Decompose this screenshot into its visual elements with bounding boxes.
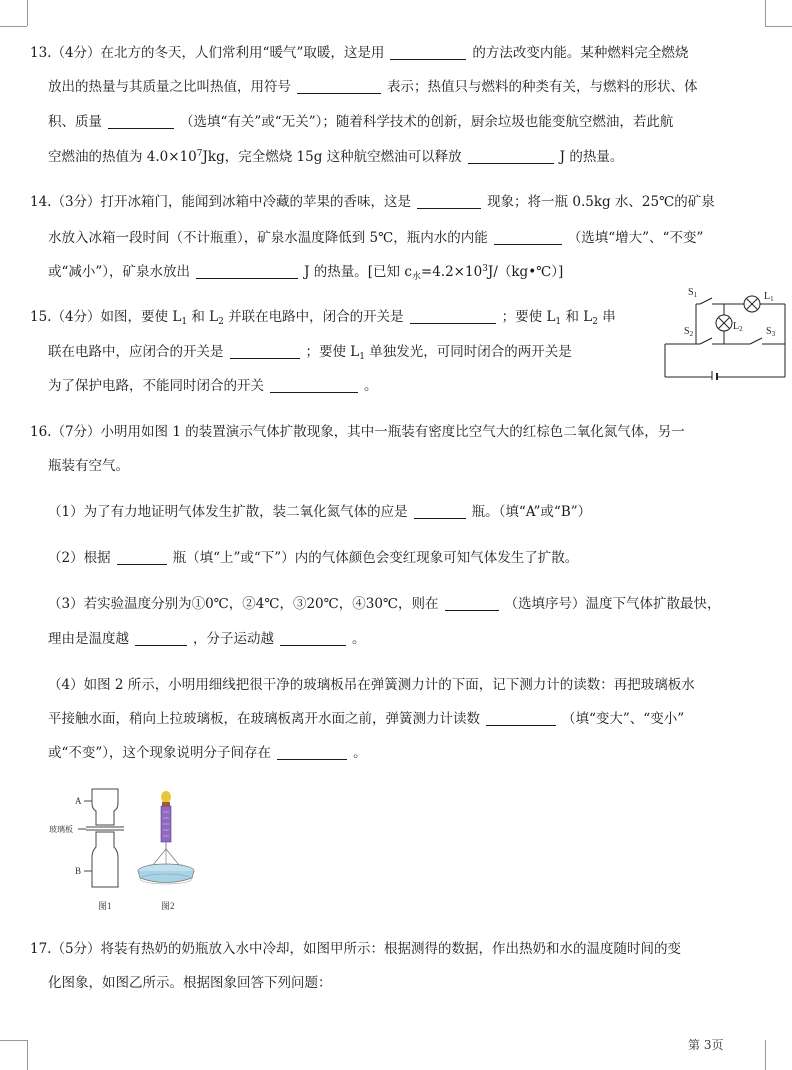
switch-s3	[750, 338, 762, 344]
answer-blank[interactable]	[390, 45, 466, 60]
crop-mark	[765, 1040, 766, 1070]
answer-blank[interactable]	[270, 378, 358, 393]
answer-blank[interactable]	[280, 631, 346, 646]
question-text-line: 水放入冰箱一段时间（不计瓶重），矿泉水温度降低到 5℃，瓶内水的内能 （选填“增大”、“不变”	[48, 230, 704, 246]
sub-question-3: （3）若实验温度分别为①0℃，②4℃，③20℃，④30℃，则在 （选填序号）温度下气体扩散最快，	[48, 596, 721, 612]
question-text-line: 15.（4分）如图，要使 $L_1$ 和 $L_2$ 并联在电路中，闭合的开关是 ；要使 $L_1$ 和 $L_2$ 串	[30, 309, 616, 327]
answer-blank[interactable]	[117, 550, 167, 565]
label-bottle-a: A	[75, 796, 82, 806]
answer-blank[interactable]	[108, 114, 174, 129]
label-bottle-b: B	[75, 866, 82, 876]
answer-blank[interactable]	[414, 504, 466, 519]
caption-figure-1: 图1	[98, 901, 112, 911]
question-text-line: 空燃油的热值为 $4.0\times 10^7Jkg$，完全燃烧 15g 这种航空燃油可以释放 J 的热量。	[48, 149, 624, 165]
answer-blank[interactable]	[135, 631, 187, 646]
label-l1: $L_1$	[764, 291, 774, 303]
page-number: 第 3页	[688, 1038, 724, 1052]
label-glass-plate: 玻璃板	[49, 825, 73, 834]
answer-blank[interactable]	[445, 596, 499, 611]
crop-mark	[765, 26, 792, 27]
question-text-line: 17.（5分）将装有热奶的奶瓶放入水中冷却，如图甲所示：根据测得的数据，作出热奶和水的温度随时间的变	[30, 941, 682, 957]
label-s2: $S_2$	[684, 326, 694, 338]
figure-1-bottles	[78, 789, 124, 887]
answer-blank[interactable]	[417, 194, 481, 209]
crop-mark	[27, 0, 28, 26]
question-text-line: 为了保护电路，不能同时闭合的开关 。	[48, 378, 378, 394]
circuit-diagram	[660, 282, 790, 380]
question-text-line: 积、质量 （选填“有关”或“无关”）；随着科学技术的创新，厨余垃圾也能变航空燃油，若此航	[48, 114, 674, 130]
crop-mark	[27, 1040, 28, 1070]
question-text-line: 化图象，如图乙所示。根据图象回答下列问题：	[48, 975, 332, 991]
answer-blank[interactable]	[196, 264, 298, 279]
sub-question-4-cont: 平接触水面，稍向上拉玻璃板，在玻璃板离开水面之前，弹簧测力计读数 （填“变大”、“变小”	[48, 711, 685, 727]
answer-blank[interactable]	[230, 344, 300, 359]
answer-blank[interactable]	[410, 309, 496, 324]
sub-question-2: （2）根据 瓶（填“上”或“下”）内的气体颜色会变红现象可知气体发生了扩散。	[48, 550, 579, 566]
label-l2: $L_2$	[733, 321, 743, 333]
diffusion-figure	[48, 785, 198, 920]
label-s3: $S_3$	[766, 326, 776, 338]
question-text-line: 14.（3分）打开冰箱门，能闻到冰箱中冷藏的苹果的香味，这是 现象；将一瓶 0.5kg 水、25℃的矿泉	[30, 194, 715, 210]
figure-2-spring-scale	[138, 791, 194, 884]
caption-figure-2: 图2	[161, 901, 175, 911]
question-text-line: 联在电路中，应闭合的开关是 ；要使 $L_1$ 单独发光，可同时闭合的两开关是	[48, 344, 572, 362]
answer-blank[interactable]	[277, 745, 347, 760]
sub-question-4: （4）如图 2 所示，小明用细线把很干净的玻璃板吊在弹簧测力计的下面，记下测力计的读数：再把玻璃板水	[48, 677, 695, 693]
question-text-line: 16.（7分）小明用如图 1 的装置演示气体扩散现象，其中一瓶装有密度比空气大的红棕色二氧化氮气体，另一	[30, 424, 685, 440]
switch-s1	[700, 298, 712, 304]
label-s1: $S_1$	[688, 287, 698, 299]
answer-blank[interactable]	[297, 79, 381, 94]
answer-blank[interactable]	[486, 711, 556, 726]
crop-mark	[0, 26, 27, 27]
question-text-line: 或“减小”），矿泉水放出 J 的热量。[已知 $c_水=4.2\times 10^3J/(kg•℃)$]	[48, 264, 564, 282]
question-text-line: 13.（4分）在北方的冬天，人们常利用“暖气”取暖，这是用 的方法改变内能。某种燃料完全燃烧	[30, 45, 689, 61]
crop-mark	[0, 1040, 27, 1041]
answer-blank[interactable]	[468, 149, 554, 164]
crop-mark	[765, 0, 766, 26]
question-text-line: 放出的热量与其质量之比叫热值，用符号 表示；热值只与燃料的种类有关，与燃料的形状、体	[48, 79, 698, 95]
answer-blank[interactable]	[494, 230, 562, 245]
sub-question-4-cont: 或“不变”），这个现象说明分子间存在 。	[48, 745, 367, 761]
question-text-line: 瓶装有空气。	[48, 458, 129, 474]
sub-question-3-cont: 理由是温度越 ，分子运动越 。	[48, 631, 366, 647]
sub-question-1: （1）为了有力地证明气体发生扩散，装二氧化氮气体的应是 瓶。（填“A”或“B”）	[48, 504, 592, 520]
switch-s2	[700, 338, 712, 344]
